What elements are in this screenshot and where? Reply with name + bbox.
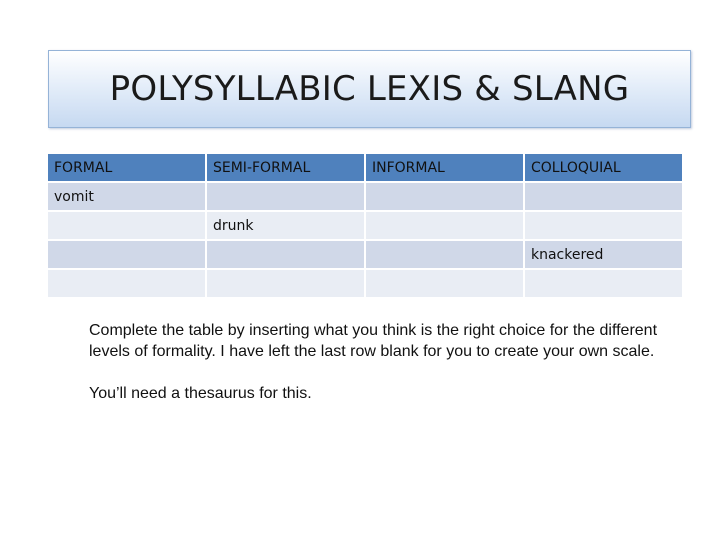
table-cell[interactable]: knackered bbox=[525, 241, 682, 268]
table-row bbox=[48, 183, 682, 210]
table-row bbox=[48, 241, 682, 268]
header-semi-formal: SEMI-FORMAL bbox=[207, 154, 364, 181]
title-box bbox=[48, 50, 691, 128]
table-row bbox=[48, 270, 682, 297]
header-colloquial: COLLOQUIAL bbox=[525, 154, 682, 181]
table-cell[interactable] bbox=[207, 183, 364, 210]
table-cell[interactable]: drunk bbox=[207, 212, 364, 239]
table-cell[interactable] bbox=[48, 212, 205, 239]
instructions-paragraph: Complete the table by inserting what you think is the right choice for the different levels of formality. I have left the last row blank for you to create your own scale. bbox=[89, 322, 658, 360]
table-cell[interactable] bbox=[207, 270, 364, 297]
table-cell[interactable] bbox=[48, 241, 205, 268]
table-cell[interactable] bbox=[366, 183, 523, 210]
table-row bbox=[48, 212, 682, 239]
table-cell[interactable] bbox=[525, 212, 682, 239]
table-cell[interactable] bbox=[366, 241, 523, 268]
table-header-row bbox=[48, 154, 682, 181]
table-cell[interactable]: vomit bbox=[48, 183, 205, 210]
table-cell[interactable] bbox=[366, 270, 523, 297]
table-cell[interactable] bbox=[525, 270, 682, 297]
table-cell[interactable] bbox=[48, 270, 205, 297]
table-cell[interactable] bbox=[525, 183, 682, 210]
table-cell[interactable] bbox=[207, 241, 364, 268]
page-title: POLYSYLLABIC LEXIS & SLANG bbox=[109, 69, 630, 109]
header-informal: INFORMAL bbox=[366, 154, 523, 181]
instructions-note: You’ll need a thesaurus for this. bbox=[89, 385, 312, 402]
table-cell[interactable] bbox=[366, 212, 523, 239]
instructions bbox=[89, 320, 689, 404]
header-formal: FORMAL bbox=[48, 154, 205, 181]
formality-table bbox=[46, 152, 684, 299]
